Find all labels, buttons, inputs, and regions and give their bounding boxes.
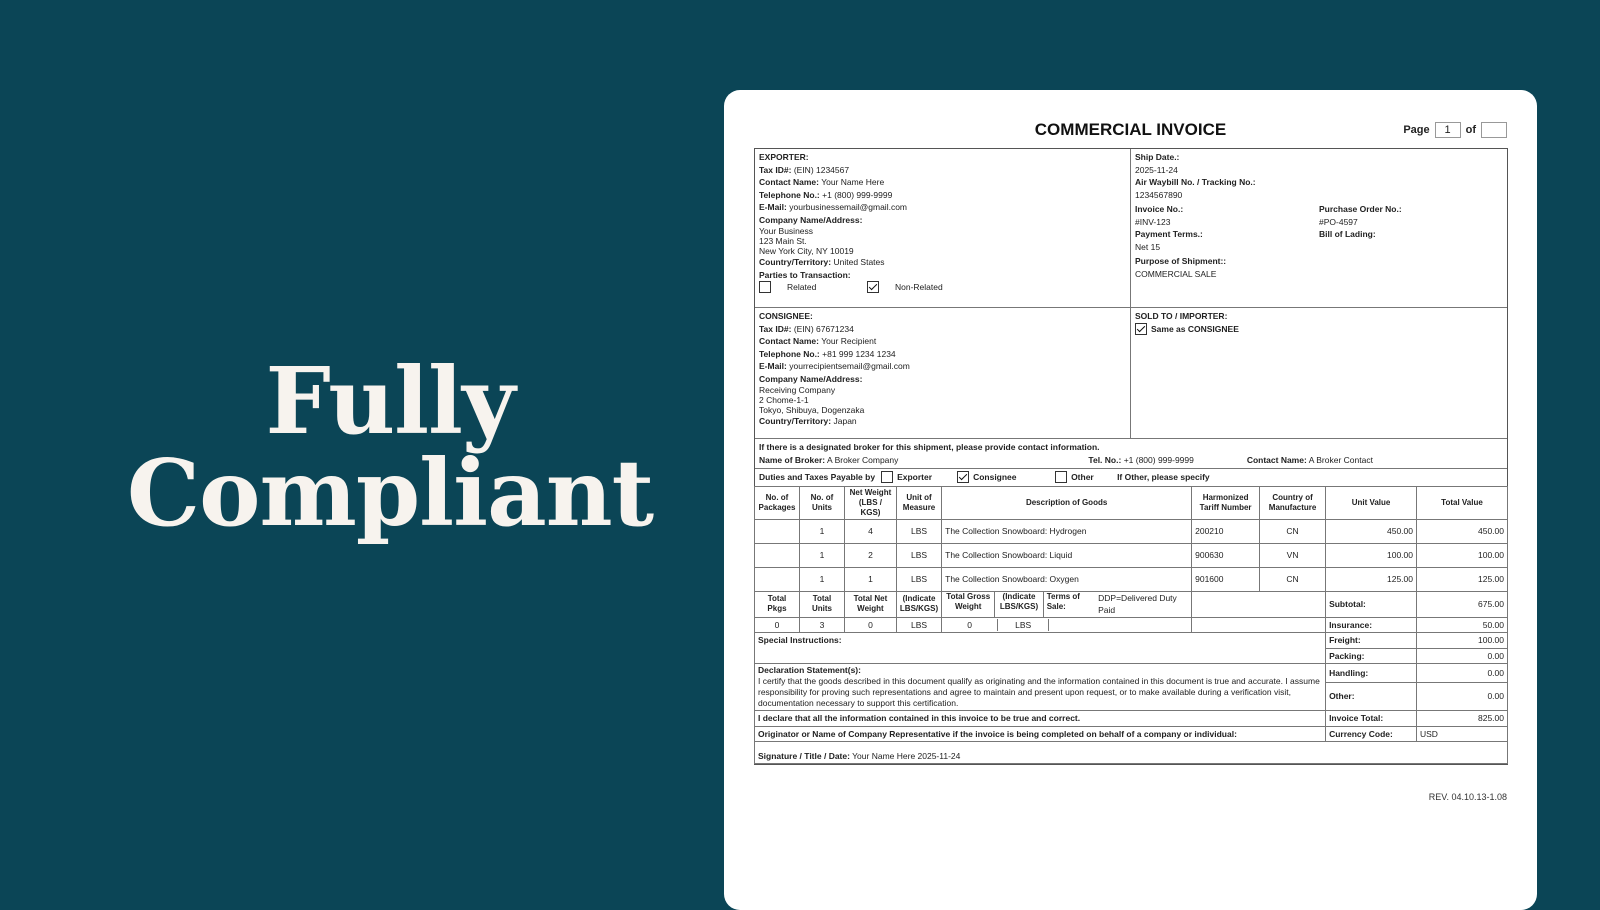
page-indicator [1403,122,1507,138]
ship-date-label: Ship Date.: [1135,152,1180,162]
goods-cell-unit: 450.00 [1326,519,1417,543]
page-label: Page [1403,124,1430,136]
insurance-value: 50.00 [1417,617,1508,633]
exporter-company-label: Company Name/Address: [759,214,863,225]
originator-statement: Originator or Name of Company Representative if the invoice is being completed on behalf of a company or individual: [755,726,1326,742]
invoice-form [754,148,1508,765]
invoice-card [724,90,1537,910]
hero-line-2: Compliant [126,439,654,547]
goods-cell-uom: LBS [896,567,941,591]
broker-tel: Tel. No.: +1 (800) 999-9999 [1088,454,1194,465]
goods-cell-desc: The Collection Snowboard: Oxygen [942,567,1192,591]
nonrelated-label: Non-Related [895,282,943,292]
table-row [755,567,1508,591]
broker-contact: Contact Name: A Broker Contact [1246,454,1373,465]
total-gross-uom: LBS [998,619,1049,632]
handling-value: 0.00 [1417,664,1508,683]
duties-other-checkbox[interactable] [1055,471,1067,483]
total-units-header: Total Units [799,591,844,617]
goods-col-header: No. of Packages [755,486,800,519]
page-number-field[interactable]: 1 [1435,122,1461,138]
consignee-addr-2: 2 Chome-1-1 [759,395,809,405]
sold-to-section [1131,308,1507,438]
total-net-uom: LBS [896,617,941,633]
exporter-addr-1: Your Business [759,226,814,236]
awb-label: Air Waybill No. / Tracking No.: [1135,177,1256,187]
consignee-addr-3: Tokyo, Shibuya, Dogenzaka [759,405,865,415]
same-as-consignee-label: Same as CONSIGNEE [1151,323,1239,334]
consignee-addr-1: Receiving Company [759,385,836,395]
duties-consignee-label: Consignee [973,472,1017,482]
consignee-email: E-Mail: yourrecipientsemail@gmail.com [759,361,910,371]
consignee-country: Country/Territory: Japan [759,416,857,426]
other-value: 0.00 [1417,683,1508,711]
consignee-contact: Contact Name: Your Recipient [759,336,877,346]
declaration-text: I certify that the goods described in this document qualify as originating and the information contained in this document is true and accurate. I assume responsibility for proving such representations and agree to maintain and present upon request, or to make available during a verification visit, documentation necessary to support this certification. [758,676,1320,708]
subtotal-value: 675.00 [1417,591,1508,617]
handling-label: Handling: [1326,664,1417,683]
totals-header-row [755,591,1508,617]
goods-col-header: Unit of Measure [896,486,941,519]
awb-value: 1234567890 [1135,189,1183,200]
broker-name: Name of Broker: A Broker Company [759,454,899,465]
goods-cell-unit: 125.00 [1326,567,1417,591]
indicate-1-header: (Indicate LBS/KGS) [896,591,941,617]
exporter-contact: Contact Name: Your Name Here [759,177,885,187]
consignee-section [755,308,1131,438]
indicate-2-header: (Indicate LBS/KGS) [995,592,1043,617]
exporter-email: E-Mail: yourbusinessemail@gmail.com [759,202,908,212]
goods-cell-units: 1 [799,567,844,591]
total-net-header: Total Net Weight [844,591,896,617]
duties-section [755,469,1507,487]
goods-col-header: Total Value [1417,486,1508,519]
broker-note: If there is a designated broker for this shipment, please provide contact information. [759,442,1100,452]
goods-cell-uom: LBS [896,519,941,543]
total-gross-header: Total Gross Weight [942,592,995,617]
goods-cell-weight: 1 [844,567,896,591]
goods-cell-desc: The Collection Snowboard: Liquid [942,543,1192,567]
declaration-label: Declaration Statement(s): [758,665,861,675]
declaration-section [755,664,1326,711]
consignee-company-label: Company Name/Address: [759,373,863,384]
goods-cell-pk [755,543,800,567]
goods-cell-hts: 901600 [1192,567,1260,591]
currency-value: USD [1417,726,1508,742]
table-row [755,519,1508,543]
duties-other-label: Other [1071,472,1094,482]
packing-value: 0.00 [1417,648,1508,664]
payment-terms: Net 15 [1135,241,1161,252]
duties-consignee-checkbox[interactable] [957,471,969,483]
goods-cell-country: VN [1260,543,1326,567]
of-label: of [1465,124,1476,136]
invoice-total-value: 825.00 [1417,711,1508,727]
parties-label: Parties to Transaction: [759,269,851,280]
declare-statement: I declare that all the information contained in this invoice to be true and correct. [755,711,1326,727]
other-label: Other: [1326,683,1417,711]
goods-cell-hts: 900630 [1192,543,1260,567]
exporter-addr-3: New York City, NY 10019 [759,246,854,256]
total-gross: 0 [942,619,998,632]
invoice-no-label: Invoice No.: [1135,204,1184,214]
goods-header-row [755,486,1508,519]
duties-exporter-label: Exporter [897,472,933,482]
total-pkgs-header: Total Pkgs [755,591,800,617]
terms-label: Terms of Sale: [1046,591,1080,611]
goods-col-header: Country of Manufacture [1260,486,1326,519]
goods-col-header: No. of Units [799,486,844,519]
goods-cell-total: 125.00 [1417,567,1508,591]
packing-label: Packing: [1326,648,1417,664]
duties-specify-label: If Other, please specify [1117,472,1210,482]
goods-cell-units: 1 [799,543,844,567]
signature-line: Signature / Title / Date: Your Name Here 2025-11-24 [755,742,1508,764]
special-instructions: Special Instructions: [755,633,1326,664]
table-row [755,543,1508,567]
shipment-info-section [1131,149,1507,307]
freight-label: Freight: [1326,633,1417,649]
goods-col-header: Harmonized Tariff Number [1192,486,1260,519]
terms-of-sale: DDP=Delivered Duty Paid [1098,592,1177,615]
related-label: Related [787,282,817,292]
goods-cell-weight: 4 [844,519,896,543]
duties-exporter-checkbox[interactable] [881,471,893,483]
po-value: #PO-4597 [1319,216,1358,227]
ship-date: 2025-11-24 [1135,164,1178,175]
goods-col-header: Description of Goods [942,486,1192,519]
goods-table [754,486,1508,765]
hero-line-1: Fully [265,347,515,455]
revision-label: REV. 04.10.13-1.08 [1428,792,1507,802]
bol-label: Bill of Lading: [1319,229,1376,239]
same-as-consignee-checkbox[interactable] [1135,323,1147,335]
consignee-phone: Telephone No.: +81 999 1234 1234 [759,348,896,359]
broker-section [755,439,1507,469]
purpose-label: Purpose of Shipment:: [1135,256,1227,266]
goods-cell-pk [755,567,800,591]
total-units: 3 [799,617,844,633]
nonrelated-checkbox[interactable] [867,281,879,293]
subtotal-label: Subtotal: [1326,591,1417,617]
payment-terms-label: Payment Terms.: [1135,229,1203,239]
duties-label: Duties and Taxes Payable by [759,472,876,482]
goods-cell-uom: LBS [896,543,941,567]
currency-label: Currency Code: [1326,726,1417,742]
exporter-heading: EXPORTER: [759,152,809,162]
exporter-tax: Tax ID#: (EIN) 1234567 [759,164,850,175]
consignee-heading: CONSIGNEE: [759,311,813,321]
goods-cell-units: 1 [799,519,844,543]
freight-value: 100.00 [1417,633,1508,649]
hero-headline [120,347,660,547]
exporter-addr-2: 123 Main St. [759,236,807,246]
total-pkgs: 0 [755,617,800,633]
goods-cell-weight: 2 [844,543,896,567]
invoice-no: #INV-123 [1135,216,1171,227]
goods-cell-desc: The Collection Snowboard: Hydrogen [942,519,1192,543]
totals-value-row [755,617,1508,633]
goods-cell-total: 450.00 [1417,519,1508,543]
goods-cell-pk [755,519,800,543]
page-total-field[interactable] [1481,122,1507,138]
po-label: Purchase Order No.: [1319,204,1402,214]
related-checkbox[interactable] [759,281,771,293]
invoice-total-label: Invoice Total: [1326,711,1417,727]
exporter-phone: Telephone No.: +1 (800) 999-9999 [759,189,893,200]
goods-cell-country: CN [1260,519,1326,543]
consignee-tax: Tax ID#: (EIN) 67671234 [759,323,854,334]
goods-cell-total: 100.00 [1417,543,1508,567]
invoice-title: COMMERCIAL INVOICE [1034,120,1227,139]
total-net: 0 [844,617,896,633]
sold-to-heading: SOLD TO / IMPORTER: [1135,311,1228,321]
insurance-label: Insurance: [1326,617,1417,633]
goods-cell-unit: 100.00 [1326,543,1417,567]
goods-col-header: Net Weight (LBS / KGS) [844,486,896,519]
goods-col-header: Unit Value [1326,486,1417,519]
exporter-section [755,149,1131,307]
purpose-value: COMMERCIAL SALE [1135,268,1217,279]
goods-cell-country: CN [1260,567,1326,591]
goods-cell-hts: 200210 [1192,519,1260,543]
exporter-country: Country/Territory: United States [759,257,885,267]
